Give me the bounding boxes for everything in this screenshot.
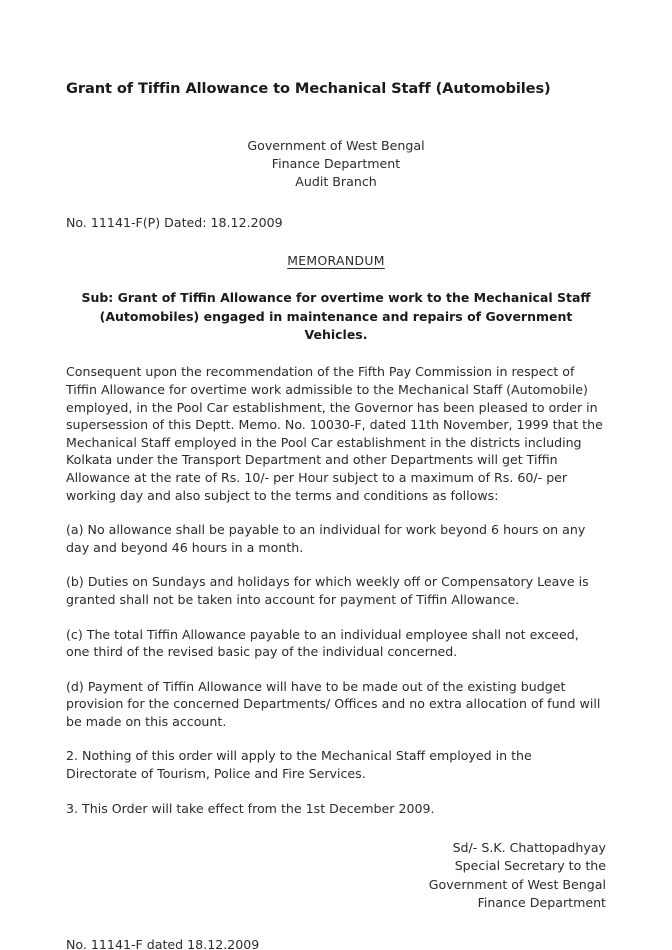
memo-number-line: No. 11141-F(P) Dated: 18.12.2009 [66,214,283,230]
paragraph-opening: Consequent upon the recommendation of the Fifth Pay Commission in respect of Tiffin Allowance for overtime work admissible to the Mechanical Staff (Automobile) employed, in the Pool Car establishment, the Governor has been pleased to order in supersession of this Deptt. Memo. No. 10030-F, dated 11th November, 1999 that the Mechanical Staff employed in the Pool Car establishment in the districts including Kolkata under the Transport Department and other Departments will get Tiffin Allowance at the rate of Rs. 10/- per Hour subject to a maximum of Rs. 60/- per working day and also subject to the terms and conditions as follows: [66,364,603,503]
footer-reference-line: No. 11141-F dated 18.12.2009 [66,937,260,950]
memorandum-heading-wrap [66,250,606,269]
page-title: Grant of Tiffin Allowance to Mechanical Staff (Automobiles) [66,80,551,97]
document-content [66,0,606,950]
signatory-name: Sd/- S.K. Chattopadhyay [452,840,606,856]
paragraph-clause-d: (d) Payment of Tiffin Allowance will have to be made out of the existing budget provision for the concerned Departments/ Offices and no extra allocation of fund will be made on this account. [66,678,601,729]
signatory-department: Finance Department [477,894,606,910]
signatory-government: Government of West Bengal [428,876,606,892]
header-department-line: Finance Department [271,156,401,172]
subject-line: Sub: Grant of Tiffin Allowance for overtime work to the Mechanical Staff (Automobiles) engaged in maintenance and repairs of Government Vehicles. [81,290,591,342]
memorandum-heading: MEMORANDUM [287,253,385,269]
signature-block [66,839,606,912]
header-government-line: Government of West Bengal [247,137,425,153]
paragraph-clause-b: (b) Duties on Sundays and holidays for which weekly off or Compensatory Leave is granted shall not be taken into account for payment of Tiffin Allowance. [66,574,589,607]
signatory-designation: Special Secretary to the [454,858,606,874]
paragraph-clause-3: 3. This Order will take effect from the 1st December 2009. [66,800,435,816]
office-header-block [66,137,606,192]
header-branch-line: Audit Branch [295,174,377,190]
paragraph-clause-a: (a) No allowance shall be payable to an individual for work beyond 6 hours on any day and beyond 46 hours in a month. [66,522,586,555]
paragraph-clause-2: 2. Nothing of this order will apply to the Mechanical Staff employed in the Directorate of Tourism, Police and Fire Services. [66,748,532,782]
paragraph-clause-c: (c) The total Tiffin Allowance payable to an individual employee shall not exceed, one third of the revised basic pay of the individual concerned. [66,626,579,660]
